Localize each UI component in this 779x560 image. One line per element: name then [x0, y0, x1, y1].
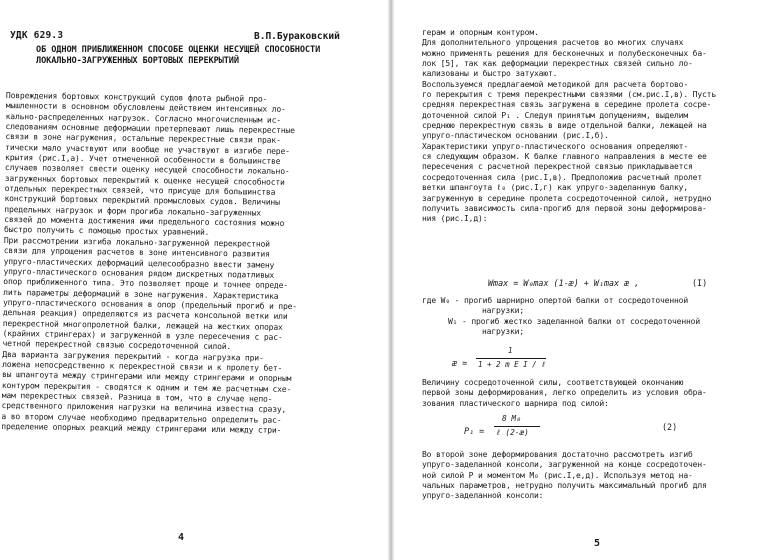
formula-1-number — [692, 278, 707, 288]
formula-1-label: (I) — [692, 278, 708, 288]
kappa-formula-lhs: æ = — [452, 358, 468, 368]
text-line: зования пластического шарнира под силой: — [422, 398, 609, 408]
text-line: (крайних стрингерах) и загруженной в узле пересечения с рас- — [2, 328, 283, 342]
text-line: тически мало участвуют или вообще не участвуют в изгибе пере- — [5, 142, 290, 156]
formula-2-denominator: ℓ (2-æ) — [496, 428, 529, 437]
text-line: лок [5], так как деформации перекрестных связей сильно ло- — [422, 59, 693, 69]
text-line: ложена непосредственно к перекрестной связи и к пролету бет- — [2, 359, 283, 373]
right-bottom-text — [422, 450, 707, 502]
text-line: ной силой P и моментом M₀ (рис.I,е,д). Используя метод на- — [422, 470, 693, 480]
left-body-text — [1, 91, 300, 436]
text-line: пределение опорных реакций между стрингерами или между стри- — [1, 421, 282, 435]
right-page — [392, 0, 779, 560]
text-line: загруженных бортовых перекрытий к оценке несущей способности — [4, 173, 285, 187]
text-line: мам перекрестных связей. Разница в том, что в случае непо- — [1, 390, 273, 404]
text-line: упруго-заделанной консоли: — [422, 491, 544, 501]
where-line — [422, 296, 700, 306]
text-line: Два варианта загружения перекрытий - когда нагрузка при- — [2, 349, 264, 363]
text-line: дельная реакция) определяются из расчета консольной ветки или — [2, 308, 288, 322]
text-line: связей до момента достижения ими предельного состояния можно — [4, 215, 285, 229]
text-line: кально-распределенных нагрузок. Согласно многочисленным ис- — [5, 111, 282, 125]
formula-2-label: (2) — [662, 422, 678, 432]
w1-definition-cont: нагрузки; — [482, 327, 524, 337]
kappa-numerator: 1 — [508, 346, 513, 355]
text-line: Для дополнительного упрощения расчетов во многих случаях — [422, 38, 684, 48]
text-line: средственного приложения нагрузки на величина известна сразу, — [1, 401, 287, 415]
text-line: сосредоточенная сила (рис.I,в). Предположив расчетный пролет — [422, 172, 702, 182]
text-line: чальных параметров, нетрудно получить максимальный прогиб для — [422, 481, 707, 491]
text-line: упруго-пластических деформаций целесообразно ввести замену — [3, 256, 275, 270]
text-line: упруго-пластическом основании (рис.I,б). — [422, 131, 609, 141]
page-number-right: 5 — [594, 538, 601, 549]
text-line: загруженную в середине пролета сосредоточенной силой, нетрудно — [422, 193, 712, 203]
w1-definition: W₁ - прогиб жестко заделанной балки от сосредоточенной — [448, 316, 700, 326]
text-line: упруго-пластического основания рядом дискретных податливых — [3, 266, 275, 280]
formula-2-lhs: P₁ = — [464, 426, 485, 436]
text-line: герам и опорным контуром. — [422, 28, 539, 37]
text-line: кализованы и быстро затухают. — [422, 69, 558, 79]
text-line: связи для упрощения расчетов в зоне интенсивного развития — [3, 246, 270, 259]
kappa-denominator: 1 + 2 m E I / ℓ — [478, 360, 546, 369]
text-line: случаев позволяет свести оценку несущей способности локально- — [4, 163, 290, 177]
formula-2-number — [662, 422, 677, 432]
title-line: ОБ ОДНОМ ПРИБЛИЖЕННОМ СПОСОБЕ ОЦЕНКИ НЕСУЩЕЙ СПОСОБНОСТИ — [36, 45, 321, 55]
text-line: мышленности в основном обусловлены действием интенсивных ло- — [5, 101, 286, 115]
text-line: лить параметры деформаций в зоне нагружения. Характеристика — [3, 287, 279, 301]
text-line: доточенной силой P₁ . Следуя принятым допущениям, выделим — [422, 110, 688, 120]
author-name: В.П.Бураковский — [254, 31, 340, 42]
formula-2-fraction-bar — [494, 426, 540, 427]
text-line: связи в зоне нагружения, остальные перекрестные связи прак- — [5, 132, 281, 146]
text-line: крытия (рис.I,а). Учет отмеченной особенности в большинстве — [5, 153, 281, 166]
text-line: опор приближенного типа. Это позволяет проще и точнее опреде- — [3, 277, 289, 291]
text-line: Воспользуемся предлагаемой методикой для расчета бортово- — [422, 79, 688, 89]
w0-definition-cont: нагрузки; — [482, 306, 524, 316]
text-line: конструкций бортовых перекрытий промысловых судов. Величины — [4, 194, 280, 208]
text-line: упруго-заделанной консоли, загруженной на конце сосредоточен- — [422, 460, 707, 470]
text-line: отдельных перекрестных связей, что присуще для большинства — [4, 184, 276, 197]
article-title — [36, 45, 336, 67]
text-line: средняя перекрестная связь загружена в середине пролета сосре- — [422, 100, 712, 110]
where-definitions — [422, 296, 700, 337]
kappa-fraction-bar — [476, 358, 546, 359]
text-line: первой зоны деформирования, легко определить из условия обра- — [422, 388, 707, 398]
title-line: ЛОКАЛЬНО-ЗАГРУЖЕННЫХ БОРТОВЫХ ПЕРЕКРЫТИЙ — [36, 56, 239, 66]
text-line: ветки шпангоута ℓ₀ (рис.I,г) как упруго-заделанную балку, — [422, 183, 688, 193]
text-line: Повреждения бортовых конструкций судов флота рыбной про- — [5, 91, 268, 104]
text-line: Величину сосредоточенной силы, соответствующей окончанию — [422, 378, 684, 387]
text-line: получить зависимость сила-прогиб для первой зоны деформирова- — [422, 203, 707, 213]
text-line: следованиям основные деформации претерпевают лишь перекрестные — [5, 122, 295, 136]
text-line: пересечения с расчетной перекрестной связью прикладывается — [422, 162, 693, 172]
text-line: предельных нагрузок и форм прогиба локально-загруженных — [4, 204, 262, 218]
text-line: вы шпангоута между стрингерами или между стрингерами и опорным — [1, 370, 292, 384]
text-line: ния (рис.I,д): — [422, 214, 488, 224]
text-line: упруго-пластического основания в опор (предельный прогиб и пре- — [2, 297, 298, 311]
text-line: контуром перекрытия - сводятся к одним и тем же расчетным схе- — [1, 380, 292, 394]
formula-1-expression: Wmax = W₀max (1-æ) + W₁max æ , — [488, 278, 640, 288]
text-line: Во второй зоне деформирования достаточно рассмотреть изгиб — [422, 450, 693, 459]
right-top-text — [422, 28, 716, 225]
formula-1 — [488, 278, 639, 288]
w0-definition: W₀ - прогиб шарнирно опертой балки от сосредоточенной — [440, 296, 688, 305]
text-line: а во втором случае необходимо предварительно определить рас- — [1, 411, 282, 425]
right-mid-text — [422, 378, 707, 409]
formula-2-numerator: 8 M₀ — [502, 414, 521, 423]
text-line: быстро получить с помощью простых уравнений. — [3, 225, 210, 238]
text-line: Характеристики упруго-пластического основания определяют- — [422, 141, 688, 151]
udk-code: УДК 629.3 — [10, 30, 64, 41]
text-line: перекрестной многопролетной балки, лежащей на жестких опорах — [2, 318, 283, 332]
text-line: го перекрытия с тремя перекрестными связями (см.рис.I,в). Пусть — [422, 90, 716, 100]
text-line: четной перекрестной связью сосредоточенной силой. — [2, 339, 232, 352]
where-label: где — [422, 296, 436, 305]
text-line: При рассмотрении изгиба локально-загруженной перекрестной — [3, 235, 270, 249]
text-line: ся следующим образом. К балке главного направления в месте ее — [422, 152, 707, 162]
text-line: среднюю перекрестную связь в виде отдельной балки, лежащей на — [422, 121, 707, 131]
page-number-left: 4 — [178, 532, 185, 543]
text-line: можно применять решения для бесконечных и полубесконечных ба- — [422, 48, 707, 58]
